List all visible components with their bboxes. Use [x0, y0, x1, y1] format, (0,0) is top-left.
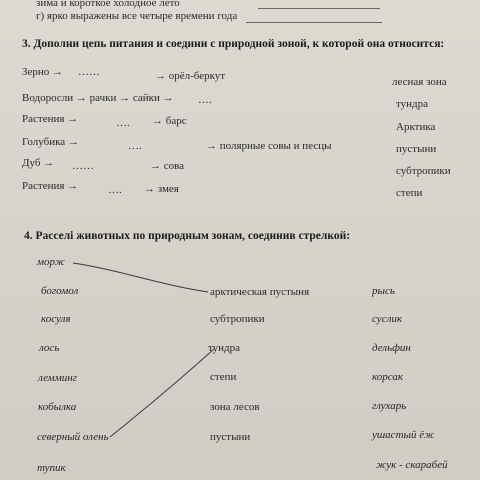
animal-lemming: лемминг — [38, 372, 77, 384]
zone-tundra: тундра — [396, 98, 429, 110]
animal-dolphin: дельфин — [372, 342, 411, 354]
animal-moose: лось — [39, 342, 60, 354]
animal-grasshopper: кобылка — [38, 401, 77, 413]
chain-1-gap: …… — [78, 66, 100, 78]
top-line-1: зима и короткое холодное лето — [36, 0, 180, 9]
task4-title: 4. Расселі животных по природным зонам, соединив стрелкой: — [24, 230, 351, 242]
chain-3-end: → барс — [152, 115, 187, 127]
chain-6-gap: …. — [108, 184, 122, 196]
animal-scarab: жук - скарабей — [376, 459, 448, 471]
animal-puffin: тупик — [37, 462, 66, 474]
chain-1-end: → орёл-беркут — [155, 70, 226, 82]
chain-4-end: → полярные совы и песцы — [206, 140, 332, 152]
chain-3-gap: …. — [116, 117, 130, 129]
zone-arctic: Арктика — [396, 121, 436, 133]
zone4-arctic-desert: арктическая пустыня — [210, 286, 310, 298]
chain-4-start: Голубика → — [22, 136, 79, 148]
zone-steppes: степи — [396, 187, 423, 199]
chain-5-start: Дуб → — [22, 157, 55, 169]
zone4-forests: зона лесов — [210, 401, 260, 413]
animal-hedgehog: ушастый ёж — [372, 429, 435, 441]
zone4-tundra: тундра — [208, 342, 241, 354]
line-walrus-arctic-desert — [73, 263, 208, 292]
chain-2-start: Водоросли → рачки → сайки → — [22, 92, 174, 104]
animal-mantis: богомол — [41, 285, 79, 297]
line-reindeer-tundra — [110, 349, 214, 437]
animal-lynx: рысь — [372, 285, 395, 297]
zone4-subtropics: субтропики — [210, 313, 265, 325]
chain-5-end: → сова — [150, 160, 185, 172]
chain-2-gap: …. — [198, 94, 212, 106]
zone-deserts: пустыни — [396, 143, 437, 155]
animal-corsac: корсак — [372, 371, 403, 383]
zone-subtropics: субтропики — [396, 165, 451, 177]
zone4-steppes: степи — [210, 371, 237, 383]
chain-5-gap: …… — [72, 160, 94, 172]
chain-4-gap: …. — [128, 140, 142, 152]
zone4-deserts: пустыни — [210, 431, 251, 443]
animal-capercaillie: глухарь — [372, 400, 407, 412]
task3-title: 3. Дополни цепь питания и соедини с природной зоной, к которой она относится: — [22, 38, 445, 50]
zone-forest: лесная зона — [392, 76, 447, 88]
animal-walrus: морж — [37, 256, 65, 268]
chain-3-start: Растения → — [22, 113, 79, 125]
top-line-2: г) ярко выражены все четыре времени года — [36, 10, 238, 22]
chain-6-start: Растения → — [22, 180, 79, 192]
animal-gopher: суслик — [372, 313, 403, 325]
animal-reindeer: северный олень — [37, 431, 109, 443]
chain-6-end: → змея — [144, 183, 179, 195]
chain-1-start: Зерно → — [22, 66, 64, 78]
animal-roe-deer: косуля — [41, 313, 71, 325]
